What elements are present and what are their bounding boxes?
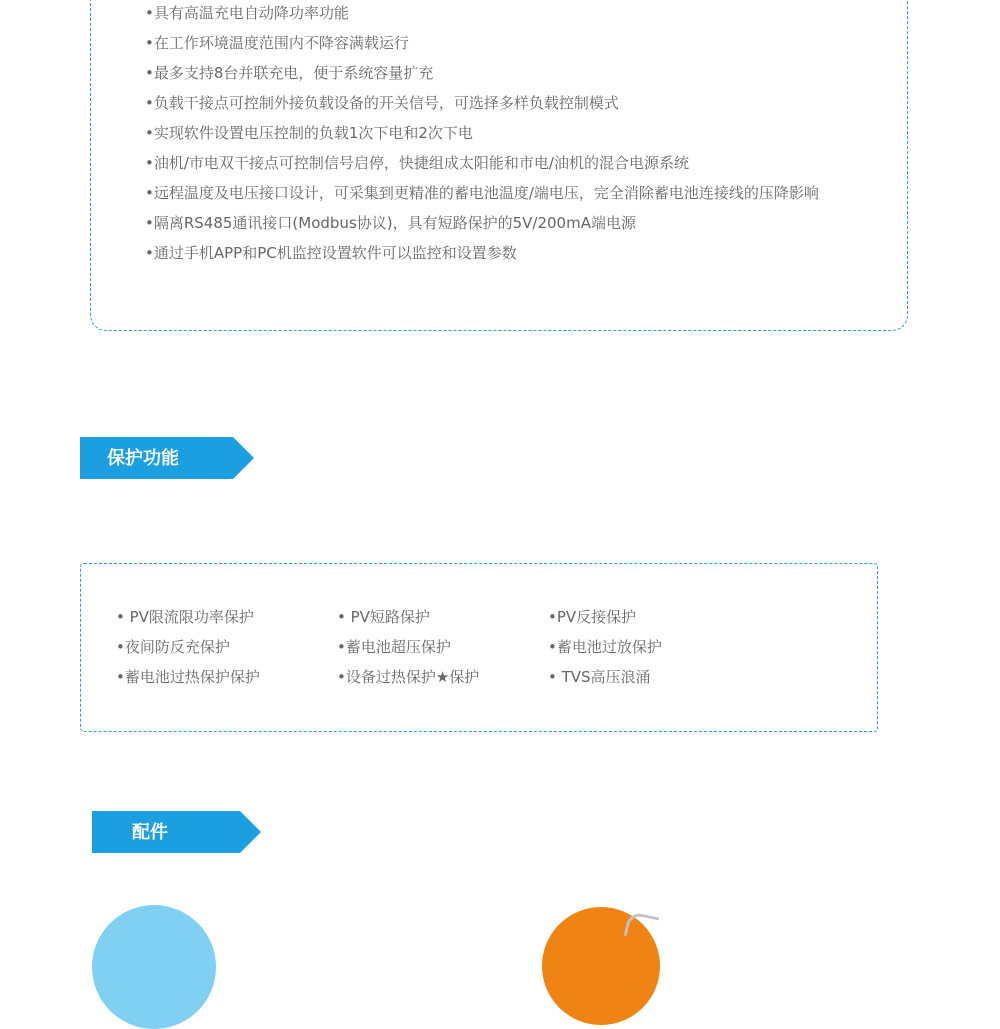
feature-item: •最多支持8台并联充电，便于系统容量扩充 [145, 64, 434, 82]
feature-item: •远程温度及电压接口设计，可采集到更精准的蓄电池温度/端电压，完全消除蓄电池连接线的压降影响 [145, 184, 819, 202]
banner-arrow-icon [240, 811, 261, 853]
accessories-section-banner [92, 811, 262, 853]
protection-item: • PV限流限功率保护 [116, 608, 254, 626]
feature-item: •实现软件设置电压控制的负载1次下电和2次下电 [145, 124, 473, 142]
feature-item: •在工作环境温度范围内不降容满载运行 [145, 34, 409, 52]
protection-section-banner [80, 437, 255, 479]
feature-list [145, 0, 819, 270]
feature-item: •负载干接点可控制外接负载设备的开关信号，可选择多样负载控制模式 [145, 94, 619, 112]
protection-item: •蓄电池超压保护 [337, 638, 451, 656]
protection-item: • TVS高压浪涌 [548, 668, 651, 686]
protection-item: •设备过热保护★保护 [337, 668, 480, 686]
feature-item: •油机/市电双干接点可控制信号启停，快捷组成太阳能和市电/油机的混合电源系统 [145, 154, 689, 172]
feature-item: •隔离RS485通讯接口(Modbus协议)，具有短路保护的5V/200mA端电源 [145, 214, 636, 232]
banner-arrow-icon [233, 437, 254, 479]
accessories-section-title: 配件 [132, 822, 168, 842]
protection-section-title: 保护功能 [107, 448, 179, 468]
accessory-image-blue-circle [92, 905, 216, 1029]
protection-item: •蓄电池过热保护保护 [116, 668, 260, 686]
feature-item: •具有高温充电自动降功率功能 [145, 4, 349, 22]
protection-item: •蓄电池过放保护 [548, 638, 662, 656]
protection-item: •PV反接保护 [548, 608, 637, 626]
feature-item: •通过手机APP和PC机监控设置软件可以监控和设置参数 [145, 244, 517, 262]
protection-item: • PV短路保护 [337, 608, 430, 626]
protection-item: •夜间防反充保护 [116, 638, 230, 656]
